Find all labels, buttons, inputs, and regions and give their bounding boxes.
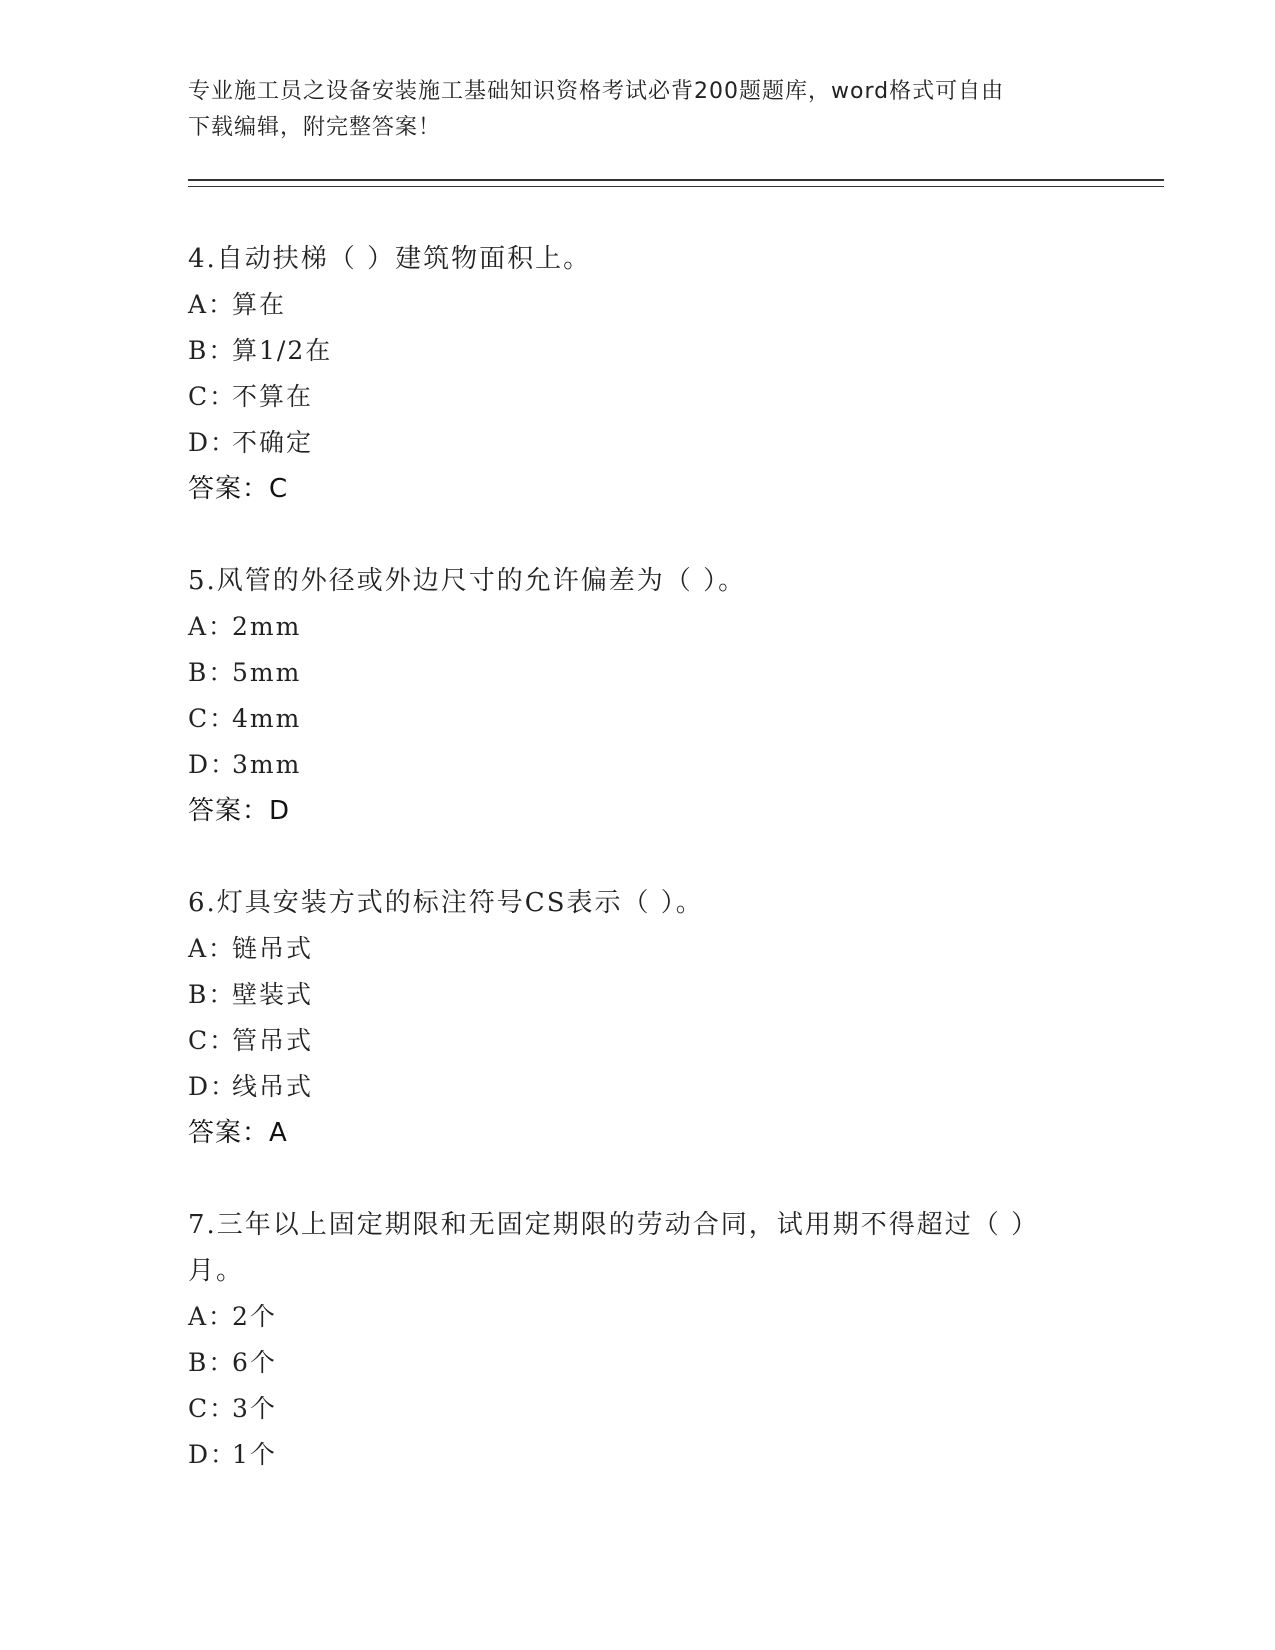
question-7 [188,1202,1088,1478]
header-divider [188,179,1164,187]
option-text: 不确定 [232,428,314,457]
question-title: 6.灯具安装方式的标注符号CS表示（ ）。 [188,888,704,918]
question-title: 4.自动扶梯（ ）建筑物面积上。 [188,244,592,274]
option-text: 壁装式 [232,980,314,1009]
option-key: D： [188,750,238,779]
option-text: 不算在 [232,382,314,411]
option-key: C： [188,704,237,733]
option-text: 管吊式 [232,1026,314,1055]
option-key: A： [188,290,236,319]
option-text: 2mm [232,612,302,641]
option-d [188,742,1088,788]
option-key: C： [188,1394,237,1423]
option-text: 算在 [232,290,287,319]
option-text: 5mm [232,658,302,687]
option-text: 算1/2在 [232,336,333,365]
option-c [188,1018,1088,1064]
question-4 [188,236,1088,512]
option-key: C： [188,1026,237,1055]
option-a [188,1294,1088,1340]
option-text: 3mm [232,750,302,779]
option-text: 3个 [232,1394,277,1423]
option-key: A： [188,612,236,641]
option-text: 链吊式 [232,934,314,963]
option-c [188,374,1088,420]
option-c [188,1386,1088,1432]
option-key: B： [188,336,236,365]
header-line-2: 下载编辑，附完整答案！ [188,115,442,140]
answer-label: 答案：A [188,1118,288,1148]
option-text: 6个 [232,1348,277,1377]
option-b [188,650,1088,696]
option-text: 4mm [232,704,302,733]
option-text: 2个 [232,1302,277,1331]
option-key: B： [188,980,236,1009]
answer-label: 答案：D [188,796,291,826]
option-d [188,1064,1088,1110]
option-a [188,282,1088,328]
option-key: B： [188,1348,236,1377]
option-d [188,1432,1088,1478]
option-key: A： [188,1302,236,1331]
option-text: 线吊式 [232,1072,314,1101]
option-key: D： [188,1440,238,1469]
option-b [188,328,1088,374]
option-b [188,1340,1088,1386]
question-list [188,236,1088,1524]
question-5 [188,558,1088,834]
header-line-1: 专业施工员之设备安装施工基础知识资格考试必背200题题库，word格式可自由 [188,79,1005,104]
option-b [188,972,1088,1018]
option-key: D： [188,1072,238,1101]
option-d [188,420,1088,466]
option-text: 1个 [232,1440,277,1469]
option-key: C： [188,382,237,411]
option-key: D： [188,428,238,457]
answer-label: 答案：C [188,474,289,504]
option-a [188,926,1088,972]
option-key: A： [188,934,236,963]
document-header [188,74,1088,146]
question-title: 5.风管的外径或外边尺寸的允许偏差为（ ）。 [188,566,747,596]
option-key: B： [188,658,236,687]
option-c [188,696,1088,742]
option-a [188,604,1088,650]
question-title: 7.三年以上固定期限和无固定期限的劳动合同，试用期不得超过（ ）月。 [188,1210,1040,1286]
question-6 [188,880,1088,1156]
